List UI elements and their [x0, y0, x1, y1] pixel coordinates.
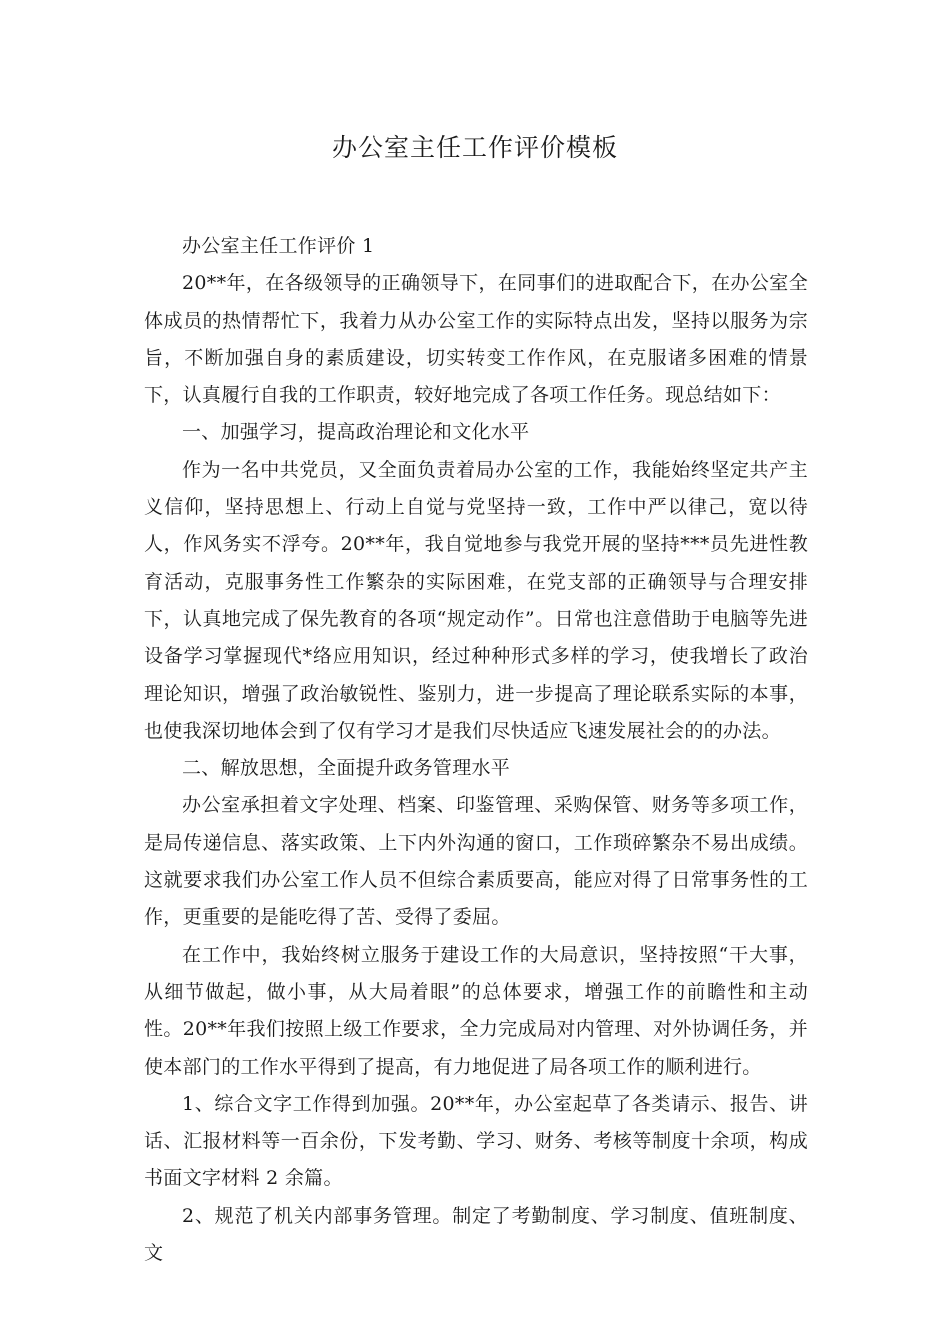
paragraph: 2、规范了机关内部事务管理。制定了考勤制度、学习制度、值班制度、文 [144, 1204, 808, 1265]
section-heading: 一、加强学习，提高政治理论和文化水平 [182, 421, 530, 444]
document-title: 办公室主任工作评价模板 [331, 133, 618, 162]
paragraph: 20**年，在各级领导的正确领导下，在同事们的进取配合下，在办公室全体成员的热情帮忙下，我着力从办公室工作的实际特点出发，坚持以服务为宗旨，不断加强自身的素质建设，切实转变工作作风，在克服诸多困难的情景下，认真履行自我的工作职责，较好地完成了各项工作任务。现总结如下： [144, 272, 808, 407]
document-body [144, 228, 808, 1272]
section-heading: 办公室主任工作评价 1 [182, 235, 375, 257]
paragraph: 在工作中，我始终树立服务于建设工作的大局意识，坚持按照“干大事，从细节做起，做小事，从大局着眼”的总体要求，增强工作的前瞻性和主动性。20**年我们按照上级工作要求，全力完成局对内管理、对外协调任务，并使本部门的工作水平得到了提高，有力地促进了局各项工作的顺利进行。 [144, 943, 808, 1078]
paragraph: 办公室承担着文字处理、档案、印鉴管理、采购保管、财务等多项工作，是局传递信息、落实政策、上下内外沟通的窗口，工作琐碎繁杂不易出成绩。这就要求我们办公室工作人员不但综合素质要高，能应对得了日常事务性的工作，更重要的是能吃得了苦、受得了委屈。 [144, 794, 808, 929]
paragraph: 作为一名中共党员，又全面负责着局办公室的工作，我能始终坚定共产主义信仰，坚持思想上、行动上自觉与党坚持一致，工作中严以律己，宽以待人，作风务实不浮夸。20**年，我自觉地参与我党开展的坚持***员先进性教育活动，克服事务性工作繁杂的实际困难，在党支部的正确领导与合理安排下，认真地完成了保先教育的各项“规定动作”。日常也注意借助于电脑等先进设备学习掌握现代*络应用知识，经过种种形式多样的学习，使我增长了政治理论知识，增强了政治敏锐性、鉴别力，进一步提高了理论联系实际的本事，也使我深切地体会到了仅有学习才是我们尽快适应飞速发展社会的的办法。 [144, 458, 808, 742]
section-heading: 二、解放思想，全面提升政务管理水平 [182, 757, 511, 780]
paragraph: 1、综合文字工作得到加强。20**年，办公室起草了各类请示、报告、讲话、汇报材料等一百余份，下发考勤、学习、财务、考核等制度十余项，构成书面文字材料 2 余篇。 [144, 1092, 808, 1190]
